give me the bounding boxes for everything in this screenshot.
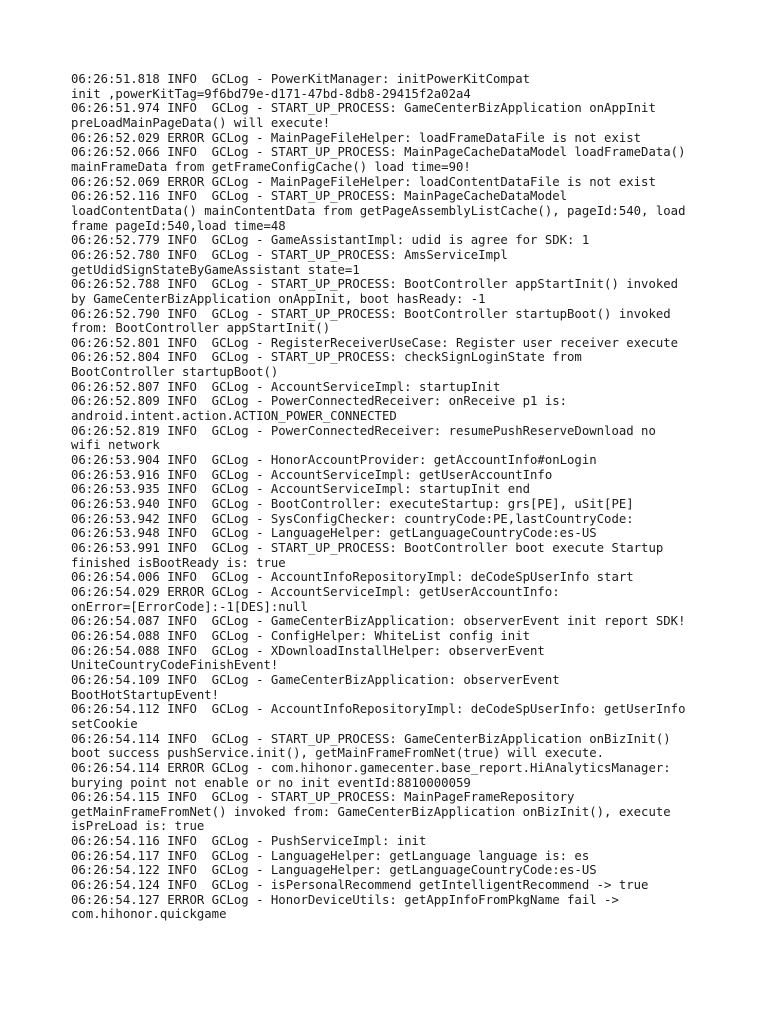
log-line: 06:26:52.819 INFO GCLog - PowerConnectedReceiver: resumePushReserveDownload no [71, 423, 656, 438]
log-line: 06:26:53.916 INFO GCLog - AccountServiceImpl: getUserAccountInfo [71, 467, 553, 482]
log-line: init ,powerKitTag=9f6bd79e-d171-47bd-8db8-29415f2a02a4 [71, 86, 471, 101]
log-line: 06:26:52.069 ERROR GCLog - MainPageFileHelper: loadContentDataFile is not exist [71, 174, 656, 189]
log-line: preLoadMainPageData() will execute! [71, 115, 331, 130]
log-line: boot success pushService.init(), getMainFrameFromNet(true) will execute. [71, 746, 605, 761]
log-line: 06:26:52.116 INFO GCLog - START_UP_PROCESS: MainPageCacheDataModel [71, 189, 568, 204]
log-line: 06:26:54.088 INFO GCLog - ConfigHelper: WhiteList config init [71, 628, 531, 643]
log-line: 06:26:52.779 INFO GCLog - GameAssistantImpl: udid is agree for SDK: 1 [71, 233, 590, 248]
log-line: 06:26:53.948 INFO GCLog - LanguageHelper: getLanguageCountryCode:es-US [71, 526, 597, 541]
log-line: com.hihonor.quickgame [71, 907, 227, 922]
log-line: 06:26:53.942 INFO GCLog - SysConfigChecker: countryCode:PE,lastCountryCode: [71, 511, 634, 526]
log-line: setCookie [71, 716, 138, 731]
log-line: 06:26:52.801 INFO GCLog - RegisterReceiverUseCase: Register user receiver execute [71, 335, 679, 350]
log-line: isPreLoad is: true [71, 819, 205, 834]
log-line: 06:26:54.127 ERROR GCLog - HonorDeviceUtils: getAppInfoFromPkgName fail -> [71, 892, 619, 907]
log-line: UniteCountryCodeFinishEvent! [71, 658, 279, 673]
log-line: 06:26:54.115 INFO GCLog - START_UP_PROCESS: MainPageFrameRepository [71, 790, 575, 805]
log-line: 06:26:53.940 INFO GCLog - BootController: executeStartup: grs[PE], uSit[PE] [71, 497, 634, 512]
log-line: 06:26:52.807 INFO GCLog - AccountServiceImpl: startupInit [71, 379, 501, 394]
log-line: 06:26:54.124 INFO GCLog - isPersonalRecommend getIntelligentRecommend -> true [71, 878, 649, 893]
log-line: loadContentData() mainContentData from getPageAssemblyListCache(), pageId:540, load [71, 203, 686, 218]
log-line: 06:26:52.780 INFO GCLog - START_UP_PROCESS: AmsServiceImpl [71, 247, 508, 262]
log-line: 06:26:54.112 INFO GCLog - AccountInfoRepositoryImpl: deCodeSpUserInfo: getUserInfo [71, 702, 686, 717]
log-line: 06:26:54.114 INFO GCLog - START_UP_PROCESS: GameCenterBizApplication onBizInit() [71, 731, 671, 746]
log-line: 06:26:52.788 INFO GCLog - START_UP_PROCESS: BootController appStartInit() invoked [71, 277, 679, 292]
log-line: 06:26:54.122 INFO GCLog - LanguageHelper: getLanguageCountryCode:es-US [71, 863, 597, 878]
log-line: android.intent.action.ACTION_POWER_CONNECTED [71, 409, 397, 424]
log-line: getMainFrameFromNet() invoked from: GameCenterBizApplication onBizInit(), execute [71, 804, 671, 819]
log-line: frame pageId:540,load time=48 [71, 218, 286, 233]
log-line: 06:26:54.088 INFO GCLog - XDownloadInstallHelper: observerEvent [71, 643, 545, 658]
log-line: 06:26:54.006 INFO GCLog - AccountInfoRepositoryImpl: deCodeSpUserInfo start [71, 570, 634, 585]
log-document [71, 72, 711, 922]
log-line: 06:26:54.114 ERROR GCLog - com.hihonor.gamecenter.base_report.HiAnalyticsManager: [71, 760, 671, 775]
log-line: BootHotStartupEvent! [71, 687, 220, 702]
log-line: 06:26:52.066 INFO GCLog - START_UP_PROCESS: MainPageCacheDataModel loadFrameData() [71, 145, 686, 160]
log-line: from: BootController appStartInit() [71, 321, 331, 336]
log-line: 06:26:54.087 INFO GCLog - GameCenterBizApplication: observerEvent init report SDK! [71, 614, 686, 629]
log-line: mainFrameData from getFrameConfigCache() load time=90! [71, 159, 471, 174]
log-line: finished isBootReady is: true [71, 555, 286, 570]
log-line: 06:26:54.029 ERROR GCLog - AccountServiceImpl: getUserAccountInfo: [71, 584, 560, 599]
log-line: wifi network [71, 438, 160, 453]
log-line: 06:26:52.809 INFO GCLog - PowerConnectedReceiver: onReceive p1 is: [71, 394, 568, 409]
log-line: 06:26:52.790 INFO GCLog - START_UP_PROCESS: BootController startupBoot() invoked [71, 306, 671, 321]
log-line: 06:26:52.804 INFO GCLog - START_UP_PROCESS: checkSignLoginState from [71, 350, 582, 365]
log-line: by GameCenterBizApplication onAppInit, boot hasReady: -1 [71, 291, 486, 306]
log-line: 06:26:54.109 INFO GCLog - GameCenterBizApplication: observerEvent [71, 672, 560, 687]
log-line: burying point not enable or no init eventId:8810000059 [71, 775, 471, 790]
log-line: 06:26:53.935 INFO GCLog - AccountServiceImpl: startupInit end [71, 482, 531, 497]
log-line: 06:26:53.904 INFO GCLog - HonorAccountProvider: getAccountInfo#onLogin [71, 453, 597, 468]
log-line: 06:26:53.991 INFO GCLog - START_UP_PROCESS: BootController boot execute Startup [71, 541, 664, 555]
log-line: 06:26:54.117 INFO GCLog - LanguageHelper: getLanguage language is: es [71, 848, 590, 863]
log-line: 06:26:51.974 INFO GCLog - START_UP_PROCESS: GameCenterBizApplication onAppInit [71, 101, 656, 116]
log-line: 06:26:52.029 ERROR GCLog - MainPageFileHelper: loadFrameDataFile is not exist [71, 130, 642, 145]
log-line: getUdidSignStateByGameAssistant state=1 [71, 262, 360, 277]
log-line: 06:26:54.116 INFO GCLog - PushServiceImpl: init [71, 834, 427, 849]
log-line: onError=[ErrorCode]:-1[DES]:null [71, 599, 308, 614]
log-line: 06:26:51.818 INFO GCLog - PowerKitManager: initPowerKitCompat [71, 72, 531, 86]
log-line: BootController startupBoot() [71, 365, 279, 380]
